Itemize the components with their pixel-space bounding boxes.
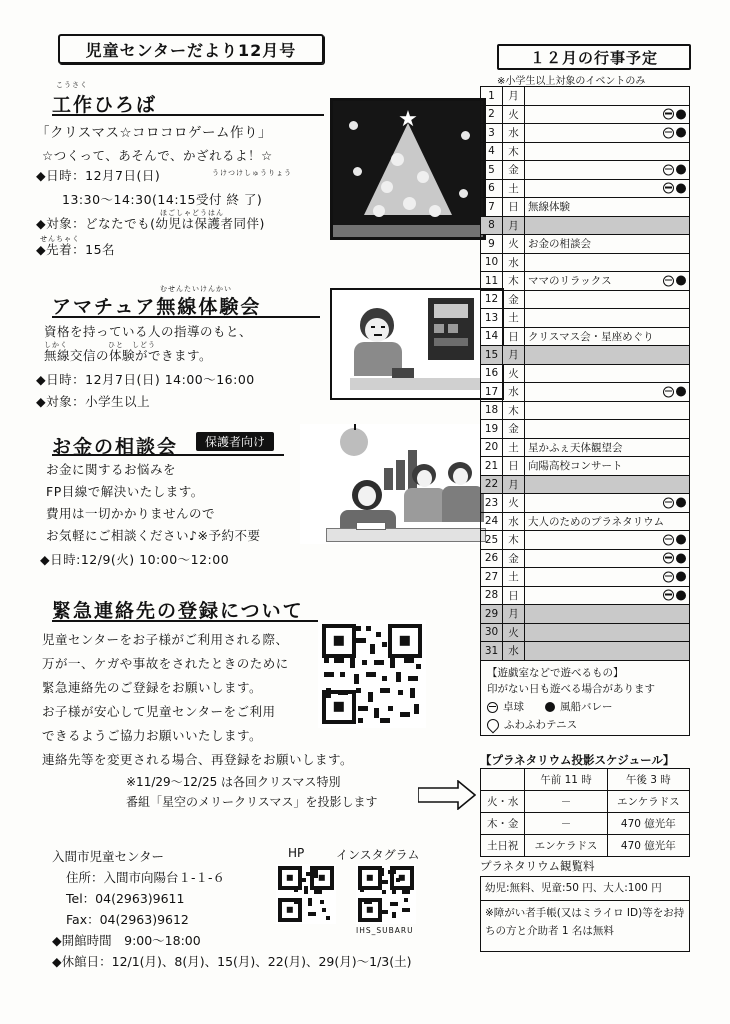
- center-closed: ◆休館日：12/1(月)、8(月)、15(月)、22(月)、29(月)～1/3(土): [52, 954, 412, 969]
- operator-eye: [381, 326, 385, 328]
- calendar-row: [481, 586, 690, 605]
- masthead-title: [58, 34, 324, 64]
- table-tennis-icon: [663, 571, 674, 582]
- emergency-line-4: できるようご協力お願いいたします。: [42, 728, 263, 743]
- planetarium-title: 【プラネタリウム投影スケジュール】: [480, 753, 675, 767]
- legend-title: 【遊戯室などで遊べるもの】: [487, 667, 624, 679]
- calendar-row: [481, 512, 690, 531]
- snow-dot: [349, 121, 358, 130]
- calendar-row: [481, 161, 690, 180]
- calendar-event: [525, 549, 690, 568]
- center-hours: ◆開館時間 9:00～18:00: [52, 933, 201, 948]
- calendar-event: [525, 216, 690, 235]
- operator-eye: [371, 326, 375, 328]
- planetarium-notice: [126, 772, 446, 812]
- center-address: 住所：入間市向陽台１-１-６: [66, 870, 226, 885]
- planetarium-cell: 土日祝: [481, 835, 525, 857]
- money-line-1: FP目線で解決いたします。: [46, 484, 204, 499]
- calendar-day: 29: [481, 605, 503, 624]
- person-body: [442, 486, 484, 522]
- calendar-day: 19: [481, 420, 503, 439]
- calendar-activity-icons: [663, 183, 686, 194]
- microphone: [392, 368, 414, 378]
- calendar-weekday: 木: [503, 272, 525, 291]
- balloon-volleyball-icon: [676, 535, 686, 545]
- table-tennis-icon: [663, 127, 674, 138]
- calendar-row: [481, 253, 690, 272]
- calendar-row: [481, 401, 690, 420]
- instagram-label: インスタグラム: [336, 848, 420, 862]
- table-tennis-icon: [663, 275, 674, 286]
- money-line-0: お金に関するお悩みを: [46, 462, 177, 477]
- balloon-volleyball-icon: [676, 183, 686, 193]
- calendar-row: [481, 420, 690, 439]
- ornament: [381, 181, 393, 193]
- calendar-day: 18: [481, 401, 503, 420]
- calendar-weekday: 水: [503, 512, 525, 531]
- star-icon: ★: [398, 107, 418, 132]
- balloon-volleyball-icon: [545, 702, 555, 712]
- emergency-line-1: 万が一、ケガや事故をされたときのために: [42, 656, 289, 671]
- calendar-day: 2: [481, 105, 503, 124]
- calendar-weekday: 月: [503, 346, 525, 365]
- calendar-weekday: 月: [503, 216, 525, 235]
- calendar-activity-icons: [663, 386, 686, 397]
- table-tennis-icon: [663, 590, 674, 601]
- calendar-weekday: 日: [503, 198, 525, 217]
- ornament: [373, 205, 385, 217]
- money-badge-text: 保護者向け: [204, 435, 265, 449]
- calendar-row: [481, 549, 690, 568]
- planetarium-row: [481, 791, 690, 813]
- calendar-day: 14: [481, 327, 503, 346]
- fee-note-text: ※障がい者手帳(又はミライロ ID)等をお持ちの方と介助者 1 名は無料: [485, 907, 685, 937]
- money-badge: [196, 432, 274, 451]
- calendar-activity-icons: [663, 275, 686, 286]
- money-title: お金の相談会: [52, 436, 179, 458]
- lamp-cord: [354, 424, 356, 430]
- notice-line-1: 番組「星空のメリークリスマス」を投影します: [126, 795, 378, 809]
- calendar-day: 27: [481, 568, 503, 587]
- calendar-day: 20: [481, 438, 503, 457]
- calendar-day: 24: [481, 512, 503, 531]
- calendar-day: 31: [481, 642, 503, 661]
- calendar-row: [481, 142, 690, 161]
- calendar-event: 大人のためのプラネタリウム: [525, 512, 690, 531]
- money-rule: [52, 454, 284, 456]
- calendar-event: 向陽高校コンサート: [525, 457, 690, 476]
- calendar-event: お金の相談会: [525, 235, 690, 254]
- calendar-weekday: 月: [503, 605, 525, 624]
- legend-note: 印がない日も遊べる場合があります: [487, 683, 655, 695]
- calendar-row: [481, 346, 690, 365]
- calendar-day: 22: [481, 475, 503, 494]
- calendar-day: 6: [481, 179, 503, 198]
- calendar-day: 11: [481, 272, 503, 291]
- calendar-event: [525, 290, 690, 309]
- snow-dot: [461, 131, 470, 140]
- calendar-day: 7: [481, 198, 503, 217]
- calendar-day: 1: [481, 87, 503, 106]
- calendar-weekday: 月: [503, 87, 525, 106]
- radio-ruby-shikaku: しかく ひと しどう: [44, 341, 156, 349]
- craft-line-0: ◆日時：12月7日(日): [36, 168, 161, 183]
- calendar-row: [481, 179, 690, 198]
- calendar-title-text: １２月の行事予定: [529, 48, 658, 67]
- calendar-weekday: 木: [503, 531, 525, 550]
- calendar-day: 21: [481, 457, 503, 476]
- calendar-row: [481, 290, 690, 309]
- calendar-title: [497, 44, 691, 70]
- calendar-event: [525, 568, 690, 587]
- ornament: [417, 171, 429, 183]
- calendar-day: 28: [481, 586, 503, 605]
- calendar-row: [481, 364, 690, 383]
- craft-line-3: ◆先着：15名: [36, 242, 116, 257]
- calendar-row: [481, 623, 690, 642]
- person-face: [453, 468, 468, 485]
- calendar-weekday: 水: [503, 642, 525, 661]
- calendar-event: [525, 364, 690, 383]
- table-tennis-icon: [663, 553, 674, 564]
- legend-row: [487, 717, 683, 733]
- emergency-rule: [52, 620, 320, 622]
- calendar-weekday: 金: [503, 290, 525, 309]
- calendar-row: [481, 383, 690, 402]
- calendar-activity-icons: [663, 497, 686, 508]
- planetarium-header-cell: 午前 11 時: [525, 769, 607, 791]
- calendar-weekday: 土: [503, 568, 525, 587]
- calendar-weekday: 土: [503, 438, 525, 457]
- planetarium-cell: 火・水: [481, 791, 525, 813]
- calendar-day: 4: [481, 142, 503, 161]
- balloon-volleyball-icon: [676, 590, 686, 600]
- calendar-row: [481, 438, 690, 457]
- calendar-day: 5: [481, 161, 503, 180]
- desk: [350, 378, 480, 390]
- calendar-row: [481, 124, 690, 143]
- calendar-day: 16: [481, 364, 503, 383]
- calendar-row: [481, 198, 690, 217]
- calendar-weekday: 火: [503, 235, 525, 254]
- fee-box: [480, 876, 690, 901]
- calendar-weekday: 日: [503, 457, 525, 476]
- calendar-weekday: 火: [503, 364, 525, 383]
- transceiver-knob: [434, 324, 444, 333]
- calendar-row: [481, 105, 690, 124]
- center-fax: Fax：04(2963)9612: [66, 912, 189, 927]
- calendar-row: [481, 494, 690, 513]
- legend-row: [487, 699, 683, 715]
- calendar-day: 23: [481, 494, 503, 513]
- calendar-event: [525, 179, 690, 198]
- calendar-event: [525, 531, 690, 550]
- calendar-day: 17: [481, 383, 503, 402]
- calendar-event: [525, 401, 690, 420]
- calendar-event: [525, 383, 690, 402]
- radio-line-2: ◆日時：12月7日(日) 14:00～16:00: [36, 372, 255, 387]
- calendar-activity-icons: [663, 534, 686, 545]
- calendar-row: [481, 87, 690, 106]
- calendar-event: [525, 642, 690, 661]
- legend-item-2-label: ふわふわテニス: [504, 719, 578, 731]
- calendar-row: [481, 642, 690, 661]
- calendar-note: ※小学生以上対象のイベントのみ: [497, 76, 646, 87]
- calendar-event: [525, 142, 690, 161]
- emergency-line-2: 緊急連絡先のご登録をお願いします。: [42, 680, 263, 695]
- person-face: [417, 470, 432, 487]
- calendar-row: [481, 475, 690, 494]
- money-line-3: お気軽にご相談ください♪※予約不要: [46, 528, 261, 543]
- calendar-day: 12: [481, 290, 503, 309]
- radio-line-3: ◆対象：小学生以上: [36, 394, 151, 409]
- craft-ruby-youji: ほごしゃどうはん: [160, 209, 224, 217]
- hp-label: HP: [288, 846, 305, 860]
- snow-dot: [459, 189, 468, 198]
- notice-line-0: ※11/29～12/25 は各回クリスマス特別: [126, 775, 341, 789]
- craft-ruby-senchaku: せんちゃく: [40, 235, 80, 243]
- calendar-weekday: 水: [503, 124, 525, 143]
- planetarium-row: [481, 835, 690, 857]
- balloon-volleyball-icon: [676, 165, 686, 175]
- calendar-table: [480, 86, 690, 661]
- planetarium-cell: 470 億光年: [607, 813, 689, 835]
- calendar-weekday: 木: [503, 142, 525, 161]
- craft-subtitle: 「クリスマス☆コロコロゲーム作り」: [36, 125, 273, 141]
- calendar-weekday: 月: [503, 475, 525, 494]
- calendar-row: [481, 531, 690, 550]
- planetarium-header-cell: 午後 3 時: [607, 769, 689, 791]
- fuwafuwa-tennis-icon: [485, 717, 502, 734]
- calendar-event: [525, 87, 690, 106]
- transceiver-grill: [434, 338, 468, 346]
- craft-ruby-reception: うけつけしゅうりょう: [212, 169, 292, 177]
- balloon-volleyball-icon: [676, 387, 686, 397]
- balloon-volleyball-icon: [676, 276, 686, 286]
- calendar-weekday: 金: [503, 420, 525, 439]
- calendar-row: [481, 235, 690, 254]
- emergency-title: 緊急連絡先の登録について: [52, 600, 304, 622]
- planetarium-table: [480, 768, 690, 857]
- craft-line-2: ◆対象：どなたでも(幼児は保護者同伴): [36, 216, 265, 231]
- planetarium-cell: エンケラドス: [525, 835, 607, 857]
- ornament: [403, 197, 416, 210]
- calendar-weekday: 金: [503, 161, 525, 180]
- craft-line-1: 13:30～14:30(14:15受付 終 了): [36, 192, 263, 207]
- calendar-event: クリスマス会・星座めぐり: [525, 327, 690, 346]
- table-tennis-icon: [663, 534, 674, 545]
- fee-text: 幼児:無料、児童:50 円、大人:100 円: [485, 882, 662, 894]
- planetarium-cell: エンケラドス: [607, 791, 689, 813]
- calendar-day: 9: [481, 235, 503, 254]
- radio-line-0: 資格を持っている人の指導のもと、: [44, 324, 253, 339]
- calendar-event: ママのリラックス: [525, 272, 690, 291]
- center-tel: Tel：04(2963)9611: [66, 891, 185, 906]
- radio-line-1: 無線交信の体験ができます。: [44, 348, 213, 363]
- calendar-event: [525, 623, 690, 642]
- radio-ruby: むせんたいけんかい: [160, 285, 232, 293]
- balloon-volleyball-icon: [676, 572, 686, 582]
- calendar-event: [525, 420, 690, 439]
- calendar-weekday: 火: [503, 494, 525, 513]
- calendar-weekday: 土: [503, 179, 525, 198]
- globe-lamp: [340, 428, 368, 456]
- calendar-day: 26: [481, 549, 503, 568]
- radio-title: アマチュア無線体験会: [52, 296, 262, 318]
- legend-box: [480, 660, 690, 736]
- calendar-row: [481, 327, 690, 346]
- calendar-day: 8: [481, 216, 503, 235]
- ornament: [391, 153, 404, 166]
- legend-item-1-label: 風船バレー: [560, 701, 613, 713]
- craft-photo: [330, 98, 486, 240]
- fee-title: プラネタリウム観覧料: [480, 859, 595, 873]
- table-tennis-icon: [663, 386, 674, 397]
- radio-rule: [52, 316, 320, 318]
- money-line-2: 費用は一切かかりませんので: [46, 506, 216, 521]
- instagram-qr-code: [356, 864, 416, 924]
- masthead-text: 児童センターだより12月号: [85, 40, 297, 60]
- table-tennis-icon: [663, 497, 674, 508]
- arrow-icon: [418, 780, 476, 810]
- transceiver-display: [434, 304, 468, 318]
- calendar-weekday: 日: [503, 586, 525, 605]
- planetarium-cell: －: [525, 791, 607, 813]
- planetarium-cell: 木・金: [481, 813, 525, 835]
- calendar-event: [525, 475, 690, 494]
- operator-face: [365, 318, 389, 342]
- person-body: [404, 488, 446, 522]
- center-name: 入間市児童センター: [52, 849, 165, 864]
- emergency-line-5: 連絡先等を変更される場合、再登録をお願いします。: [42, 752, 354, 767]
- calendar-weekday: 火: [503, 623, 525, 642]
- calendar-weekday: 火: [503, 105, 525, 124]
- calendar-weekday: 木: [503, 401, 525, 420]
- calendar-weekday: 金: [503, 549, 525, 568]
- calendar-activity-icons: [663, 590, 686, 601]
- money-line-4: ◆日時:12/9(火) 10:00～12:00: [40, 552, 230, 567]
- calendar-event: [525, 494, 690, 513]
- document: [356, 522, 386, 530]
- fee-note-box: [480, 900, 690, 952]
- legend-item-0-label: 卓球: [503, 701, 524, 713]
- calendar-event: 星かふぇ天体観望会: [525, 438, 690, 457]
- calendar-day: 25: [481, 531, 503, 550]
- ornament: [429, 205, 441, 217]
- calendar-event: [525, 586, 690, 605]
- bar-chart-bar: [396, 460, 405, 490]
- calendar-row: [481, 309, 690, 328]
- calendar-weekday: 水: [503, 253, 525, 272]
- calendar-activity-icons: [663, 553, 686, 564]
- calendar-day: 10: [481, 253, 503, 272]
- bar-chart-bar: [384, 468, 393, 490]
- emergency-qr-code: [318, 620, 426, 728]
- radio-operator-illustration: [330, 288, 504, 400]
- calendar-row: [481, 272, 690, 291]
- balloon-volleyball-icon: [676, 498, 686, 508]
- craft-ruby: こうさく: [56, 81, 88, 89]
- calendar-weekday: 土: [503, 309, 525, 328]
- craft-title: 工作ひろば: [52, 94, 158, 116]
- calendar-day: 13: [481, 309, 503, 328]
- calendar-event: [525, 605, 690, 624]
- craft-rule: [52, 114, 324, 116]
- calendar-day: 15: [481, 346, 503, 365]
- snow-dot: [353, 167, 362, 176]
- table: [326, 528, 486, 542]
- craft-lead: ☆つくって、あそんで、かざれるよ！☆: [42, 148, 273, 163]
- calendar-event: [525, 161, 690, 180]
- calendar-activity-icons: [663, 571, 686, 582]
- photo-base: [333, 225, 483, 237]
- calendar-weekday: 水: [503, 383, 525, 402]
- calendar-event: [525, 124, 690, 143]
- calendar-day: 3: [481, 124, 503, 143]
- consultant-face: [358, 486, 376, 506]
- instagram-id: IHS_SUBARU: [356, 926, 414, 935]
- transceiver-knob: [448, 324, 458, 333]
- calendar-row: [481, 605, 690, 624]
- planetarium-cell: 470 億光年: [607, 835, 689, 857]
- calendar-weekday: 日: [503, 327, 525, 346]
- calendar-event: [525, 253, 690, 272]
- calendar-row: [481, 216, 690, 235]
- table-tennis-icon: [663, 183, 674, 194]
- balloon-volleyball-icon: [676, 553, 686, 563]
- operator-mouth: [374, 334, 382, 336]
- calendar-event: [525, 105, 690, 124]
- planetarium-row: [481, 813, 690, 835]
- calendar-event: [525, 346, 690, 365]
- planetarium-header-cell: [481, 769, 525, 791]
- emergency-line-0: 児童センターをお子様がご利用される際、: [42, 632, 289, 647]
- table-tennis-icon: [663, 109, 674, 120]
- calendar-activity-icons: [663, 164, 686, 175]
- planetarium-cell: －: [525, 813, 607, 835]
- calendar-activity-icons: [663, 109, 686, 120]
- table-tennis-icon: [663, 164, 674, 175]
- calendar-activity-icons: [663, 127, 686, 138]
- consultation-illustration: [300, 424, 500, 544]
- emergency-line-3: お子様が安心して児童センターをご利用: [42, 704, 276, 719]
- hp-qr-code: [276, 864, 336, 924]
- calendar-day: 30: [481, 623, 503, 642]
- table-tennis-icon: [487, 702, 498, 713]
- calendar-row: [481, 568, 690, 587]
- calendar-event: 無線体験: [525, 198, 690, 217]
- calendar-event: [525, 309, 690, 328]
- calendar-row: [481, 457, 690, 476]
- balloon-volleyball-icon: [676, 128, 686, 138]
- balloon-volleyball-icon: [676, 109, 686, 119]
